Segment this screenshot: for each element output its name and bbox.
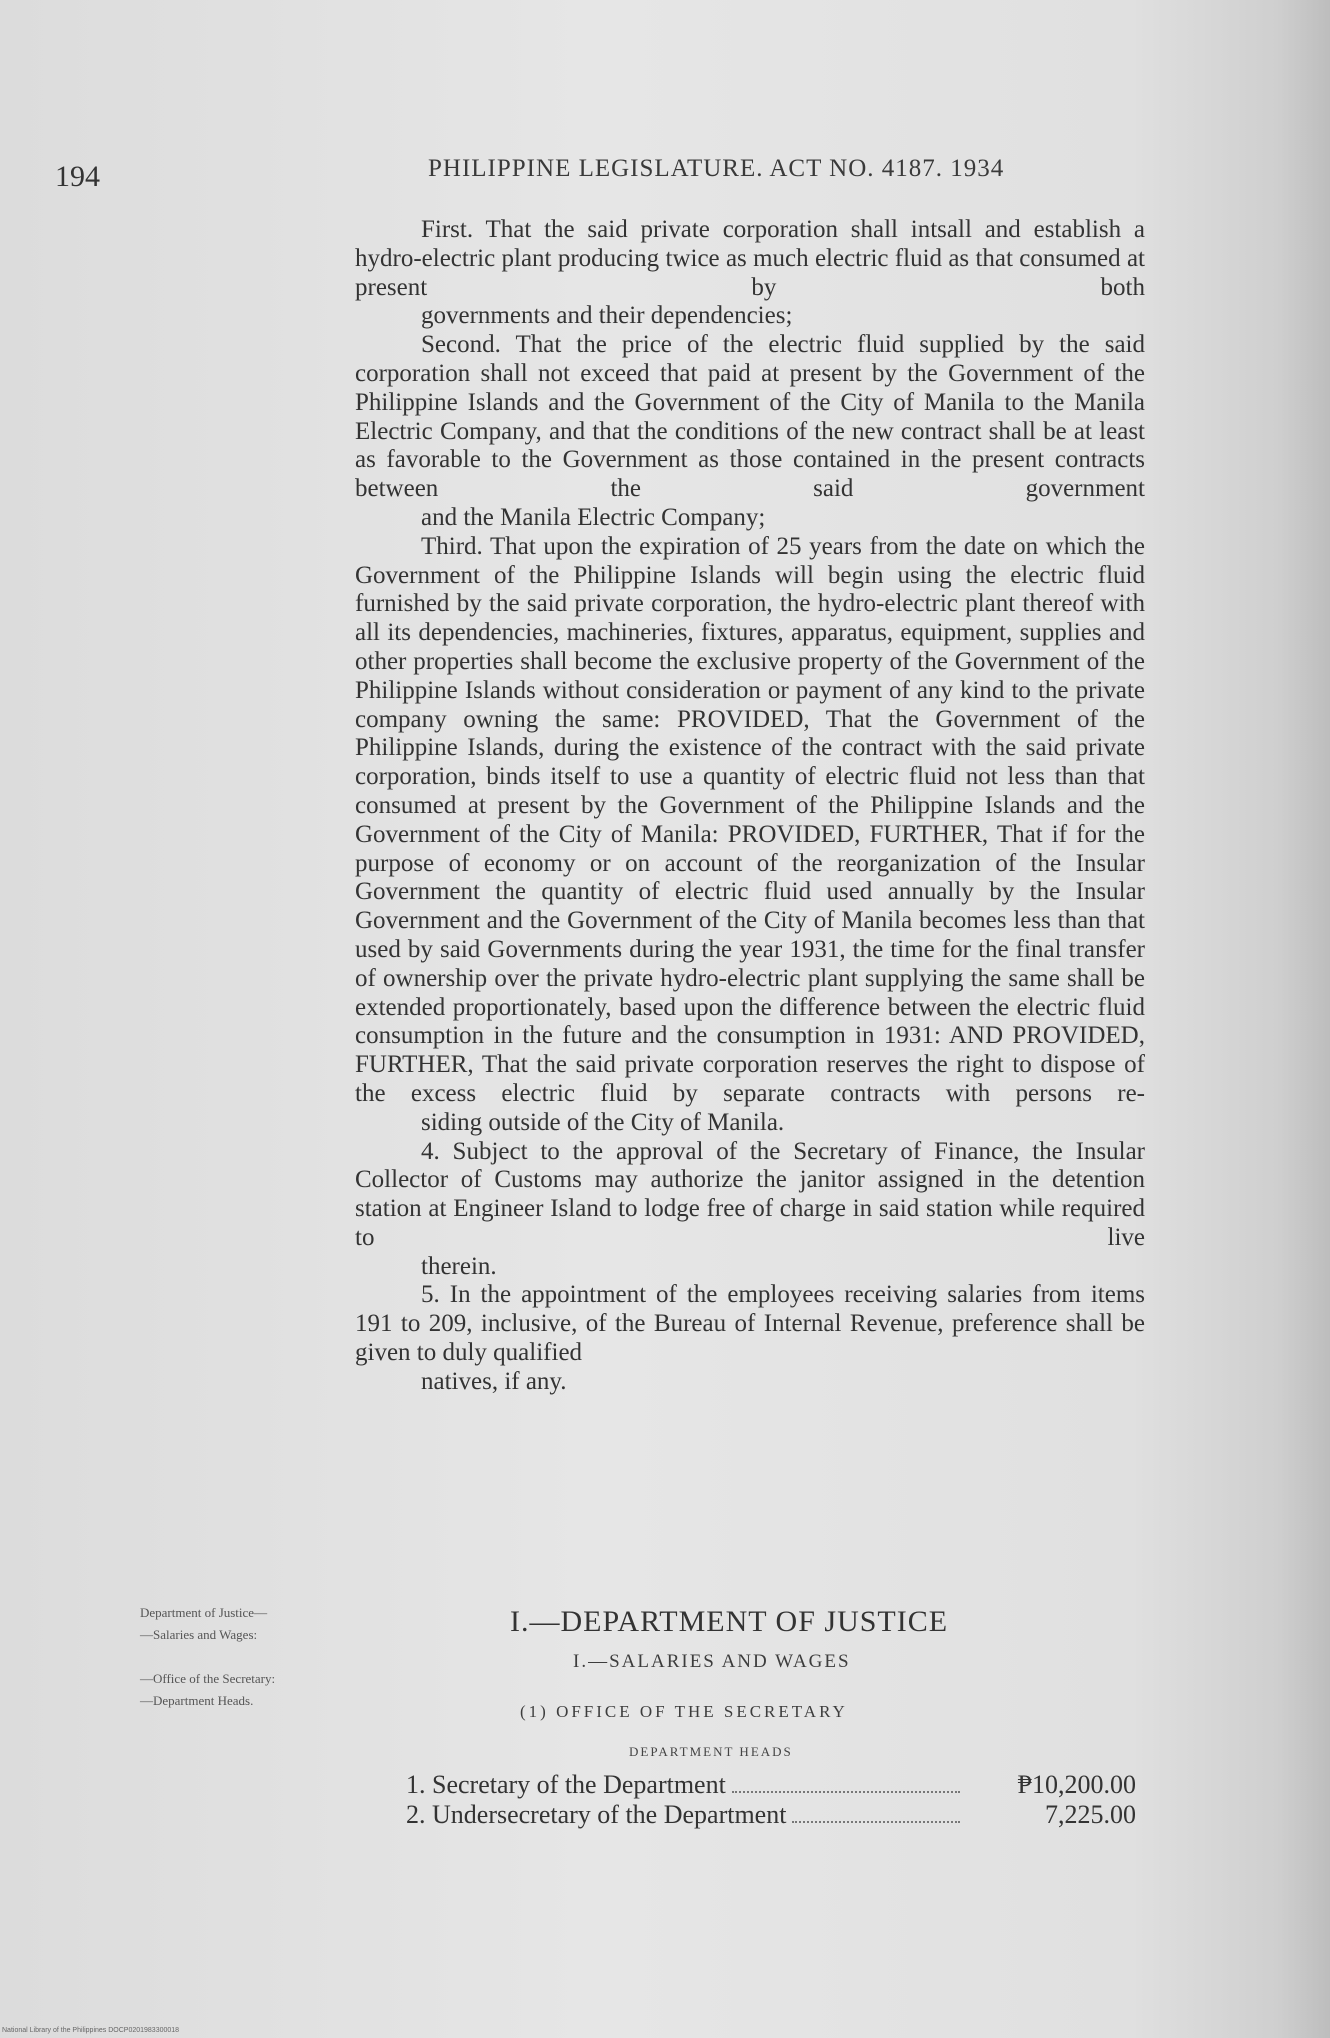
paragraph-second [355, 331, 1145, 533]
margin-note-salaries: —Salaries and Wages: [140, 1627, 258, 1642]
paragraph-item-5 [355, 1281, 1145, 1396]
salary-item-label: 2. Undersecretary of the Department [406, 1800, 787, 1829]
margin-notes [140, 1605, 350, 1715]
section-subsubtitle: (1) OFFICE OF THE SECRETARY [520, 1702, 848, 1721]
margin-note-office: —Office of the Secretary: [140, 1671, 276, 1686]
paragraph-last-line: siding outside of the City of Manila. [421, 1108, 785, 1136]
paragraph-main: 4. Subject to the approval of the Secretary of Finance, the Insular Collector of Customs may authorize the janitor assigned in the detention station at Engineer Island to lodge free of charge in said station while required to live [355, 1137, 1145, 1251]
paragraph-last-line: and the Manila Electric Company; [421, 503, 766, 531]
section-title: I.—DEPARTMENT OF JUSTICE [510, 1605, 949, 1638]
margin-note-department: Department of Justice— [140, 1605, 268, 1620]
paragraph-last-line: therein. [421, 1252, 497, 1280]
salary-item-label: 1. Secretary of the Department [406, 1770, 726, 1799]
leader-dots [792, 1820, 960, 1823]
archive-footer: National Library of the Philippines DOCP0201983300018 [2, 2027, 180, 2034]
department-heads-title: DEPARTMENT HEADS [629, 1744, 793, 1759]
paragraph-main: First. That the said private corporation shall intsall and establish a hydro-electric plant producing twice as much electric fluid as that consumed at present by both [355, 216, 1145, 301]
page-number: 194 [55, 160, 100, 193]
paragraph-last-line: natives, if any. [421, 1367, 567, 1395]
leader-dots [732, 1790, 960, 1793]
paragraph-first [355, 216, 1145, 331]
margin-note-heads: —Department Heads. [140, 1693, 254, 1708]
paragraph-item-4 [355, 1138, 1145, 1282]
paragraph-main: Third. That upon the expiration of 25 years from the date on which the Government of the Philippine Islands will begin using the electric fluid furnished by the said private corporation, the hydro-electric plant thereof with all its dependencies, machineries, fixtures, apparatus, equipment, supplies and other properties shall become the exclusive property of the Government of the Philippine Islands without consideration or payment of any kind to the private company owning the same: PROVIDED, That the Government of the Philippine Islands, during the existence of the contract with the said private corporation, binds itself to use a quantity of electric fluid not less than that consumed at present by the Government of the Philippine Islands and the Government of the City of Manila: PROVIDED, FURTHER, That if for the purpose of economy or on account of the reorganization of the Insular Government the quantity of electric fluid used annually by the Insular Government and the Government of the City of Manila becomes less than that used by said Governments during the year 1931, the time for the final transfer of ownership over the private hydro-electric plant supplying the same shall be extended proportionately, based upon the difference between the electric fluid consumption in the future and the consumption in 1931: AND PROVIDED, FURTHER, That the said private corporation reserves the right to dispose of the excess electric fluid by separate contracts with persons re- [355, 532, 1145, 1107]
salary-items [406, 1770, 1136, 1830]
paragraph-main: Second. That the price of the electric fluid supplied by the said corporation shall not exceed that paid at present by the Government of the Philippine Islands and the Government of the City of Manila to the Manila Electric Company, and that the conditions of the new contract shall be at least as favorable to the Government as those contained in the present contracts between the said government [355, 331, 1145, 503]
section-subtitle: I.—SALARIES AND WAGES [573, 1651, 851, 1672]
salary-item [406, 1800, 1136, 1830]
salary-item-amount: 7,225.00 [1045, 1800, 1136, 1829]
running-head: PHILIPPINE LEGISLATURE. ACT NO. 4187. 1934 [428, 155, 1005, 182]
body-text [355, 216, 1145, 1397]
paragraph-last-line: governments and their dependencies; [421, 302, 793, 330]
salary-item [406, 1770, 1136, 1800]
paragraph-main: 5. In the appointment of the employees receiving salaries from items 191 to 209, inclusive, of the Bureau of Internal Revenue, preference shall be given to duly qualified [355, 1281, 1145, 1367]
salary-item-amount: ₱10,200.00 [1017, 1770, 1136, 1799]
paragraph-third [355, 533, 1145, 1138]
